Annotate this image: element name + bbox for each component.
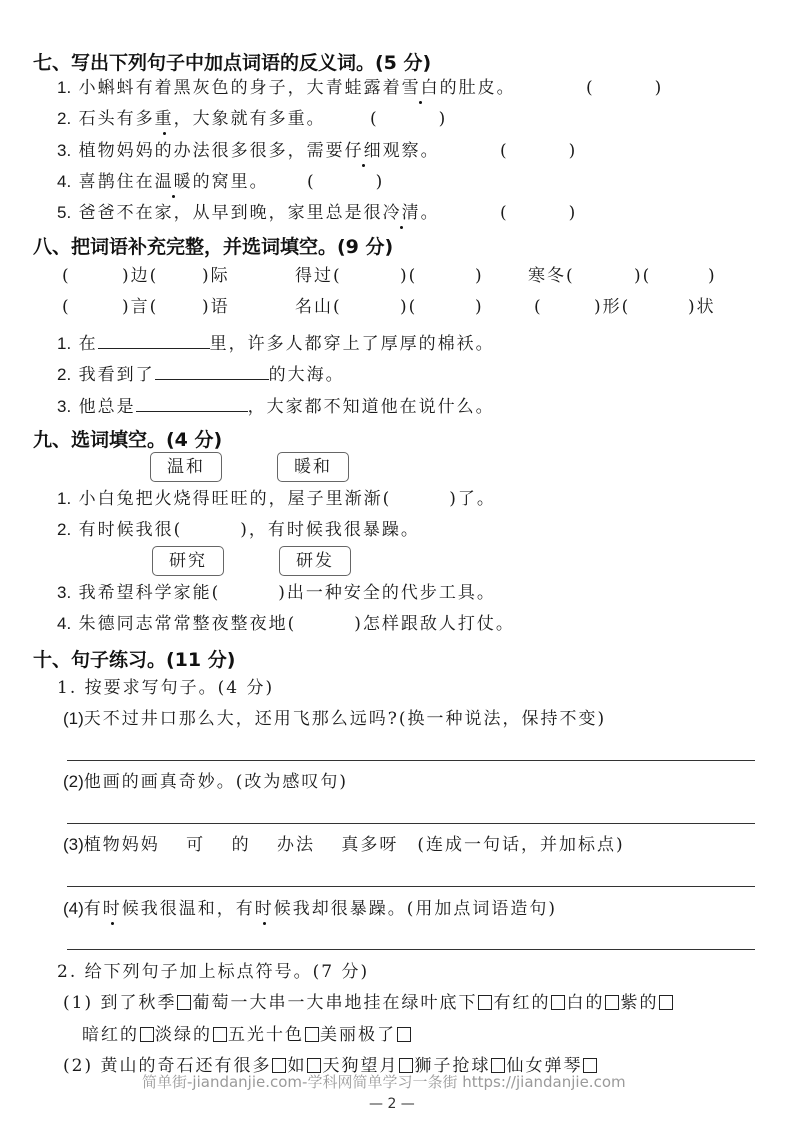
section-9-title: 九、选词填空。(4 分)	[33, 429, 223, 451]
s8-fill-2: 2. 我看到了 的大海。	[57, 361, 345, 386]
s8-fill-1: 1. 在 里，许多人都穿上了厚厚的棉袄。	[57, 330, 495, 355]
answer-paren[interactable]: ( )	[370, 109, 448, 129]
s7-item-4: 4. 喜鹊住在温暖的窝里。	[57, 172, 269, 192]
word-option-box: 研究	[152, 546, 224, 576]
dotted-word: 冷清	[382, 203, 421, 223]
punctuation-box[interactable]	[605, 995, 619, 1010]
s9-item-1: 1. 小白兔把火烧得旺旺的，屋子里渐渐( )了。	[57, 489, 496, 509]
fill-text: )言(	[122, 297, 159, 317]
punctuation-box[interactable]	[659, 995, 673, 1010]
dotted-word: 有时候	[235, 899, 293, 919]
s10-p2-sentence-1-line-1: (1) 到了秋季 葡萄一大串一大串地挂在绿叶底下 有红的 白的 紫的	[63, 992, 674, 1014]
page-number: — 2 —	[369, 1096, 415, 1112]
answer-paren[interactable]: ( )	[500, 203, 578, 223]
s9-item-4: 4. 朱德同志常常整夜整夜地( )怎样跟敌人打仗。	[57, 614, 515, 634]
s10-p2-sentence-1-line-2: 暗红的 淡绿的 五光十色 美丽极了	[82, 1024, 412, 1046]
punctuation-box[interactable]	[213, 1027, 227, 1042]
answer-line[interactable]	[67, 760, 755, 761]
watermark: 简单街-jiandanjie.com-学科网简单学习一条街 https://jiandanjie.com	[142, 1073, 626, 1091]
fill-text: 寒冬(	[528, 266, 575, 286]
punctuation-box[interactable]	[177, 995, 191, 1010]
s10-q4: (4)有时候我很温和，有时候我却很暴躁。(用加点词语造句)	[63, 899, 558, 919]
fill-text: 得过(	[295, 266, 342, 286]
answer-line[interactable]	[67, 886, 755, 887]
fill-text: )语	[202, 297, 230, 317]
fill-blank[interactable]	[98, 330, 210, 349]
fill-text: )状	[688, 297, 716, 317]
answer-paren[interactable]: ( )	[307, 172, 385, 192]
s8-fill-3: 3. 他总是 ，大家都不知道他在说什么。	[57, 393, 495, 418]
fill-text: )(	[634, 266, 652, 286]
s10-q1: (1)天不过井口那么大，还用飞那么远吗?(换一种说法，保持不变)	[63, 709, 607, 729]
dotted-word: 仔细	[344, 141, 383, 161]
dotted-word: 温暖	[154, 172, 193, 192]
s10-p2-sentence-2: (2) 黄山的奇石还有很多 如 天狗望月 狮子抢球 仙女弹琴	[63, 1055, 598, 1077]
fill-text: )(	[400, 266, 418, 286]
fill-text: )际	[202, 266, 230, 286]
punctuation-box[interactable]	[551, 995, 565, 1010]
punctuation-box[interactable]	[397, 1027, 411, 1042]
fill-blank[interactable]	[136, 393, 248, 412]
fill-text: )(	[400, 297, 418, 317]
answer-paren[interactable]: ( )	[586, 78, 664, 98]
punctuation-box[interactable]	[305, 1027, 319, 1042]
fill-text: )	[708, 266, 717, 286]
s9-item-2: 2. 有时候我很( )，有时候我很暴躁。	[57, 520, 420, 540]
answer-line[interactable]	[67, 949, 755, 950]
punctuation-box[interactable]	[478, 995, 492, 1010]
s9-item-3: 3. 我希望科学家能( )出一种安全的代步工具。	[57, 583, 496, 603]
fill-paren[interactable]: (	[62, 297, 71, 317]
dotted-word: 有时候	[83, 899, 141, 919]
section-10-title: 十、句子练习。(11 分)	[33, 649, 236, 671]
fill-text: )	[475, 297, 484, 317]
dotted-word: 雪白	[401, 78, 440, 98]
s7-item-5: 5. 爸爸不在家，从早到晚，家里总是很冷清。	[57, 203, 440, 223]
fill-blank[interactable]	[155, 361, 269, 380]
s7-item-1: 1. 小蝌蚪有着黑灰色的身子，大青蛙露着雪白的肚皮。	[57, 78, 516, 98]
fill-text: (	[534, 297, 543, 317]
fill-text: 名山(	[295, 297, 342, 317]
punctuation-box[interactable]	[140, 1027, 154, 1042]
fill-paren[interactable]: (	[62, 266, 71, 286]
word-option-box: 暖和	[277, 452, 349, 482]
fill-text: )	[475, 266, 484, 286]
answer-line[interactable]	[67, 823, 755, 824]
section-7-title: 七、写出下列句子中加点词语的反义词。(5 分)	[33, 52, 432, 74]
dotted-word: 重	[154, 109, 174, 129]
s7-item-3: 3. 植物妈妈的办法很多很多，需要仔细观察。	[57, 141, 440, 161]
s10-q3: (3)植物妈妈 可 的 办法 真多呀 (连成一句话，并加标点)	[63, 835, 625, 855]
s10-part1-title: 1. 按要求写句子。(4 分)	[57, 678, 275, 698]
fill-text: )形(	[594, 297, 631, 317]
section-8-title: 八、把词语补充完整，并选词填空。(9 分)	[33, 236, 394, 258]
fill-text: )边(	[122, 266, 159, 286]
word-option-box: 研发	[279, 546, 351, 576]
word-option-box: 温和	[150, 452, 222, 482]
s10-q2: (2)他画的画真奇妙。(改为感叹句)	[63, 772, 349, 792]
s7-item-2: 2. 石头有多重，大象就有多重。	[57, 109, 326, 129]
s10-part2-title: 2. 给下列句子加上标点符号。(7 分)	[57, 962, 370, 982]
answer-paren[interactable]: ( )	[500, 141, 578, 161]
